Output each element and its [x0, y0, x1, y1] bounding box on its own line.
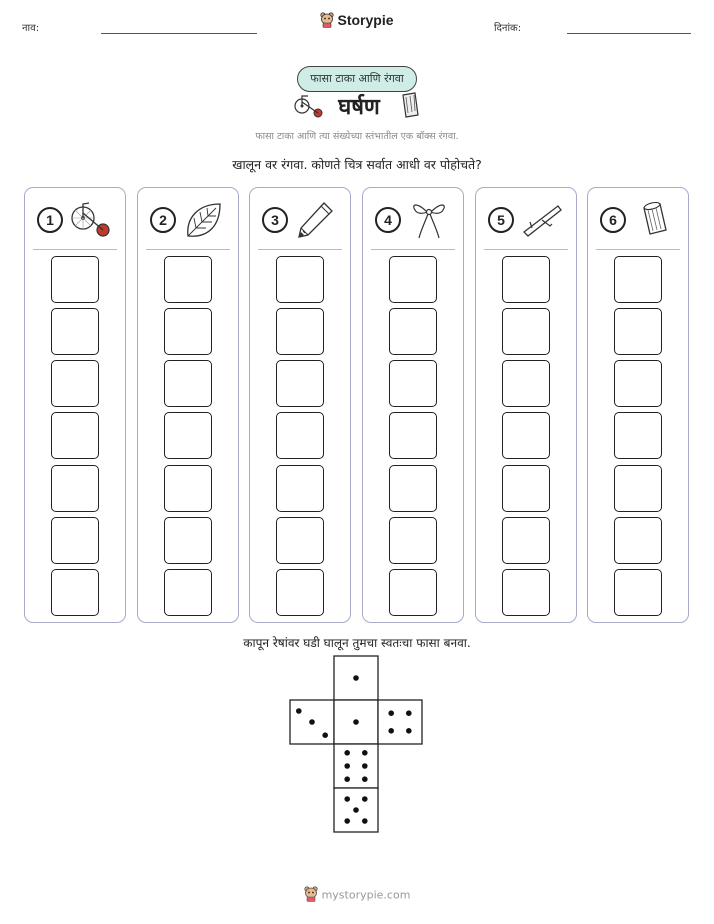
dice-pip	[344, 818, 350, 824]
color-box[interactable]	[389, 517, 437, 564]
dice-pip	[344, 750, 350, 756]
leaf-icon	[182, 200, 226, 240]
color-box[interactable]	[164, 569, 212, 616]
dice-pip	[362, 796, 368, 802]
color-box[interactable]	[164, 256, 212, 303]
activity-pill: फासा टाका आणि रंगवा	[297, 66, 417, 92]
color-box[interactable]	[276, 308, 324, 355]
color-box[interactable]	[51, 256, 99, 303]
footer	[0, 886, 714, 905]
dice-pip	[344, 763, 350, 769]
dice-face-6	[334, 744, 378, 788]
dice-face-1	[334, 656, 378, 700]
column-number: 2	[150, 207, 176, 233]
color-box[interactable]	[389, 569, 437, 616]
dice-face-3	[290, 700, 334, 744]
subtitle: फासा टाका आणि त्या संख्येच्या स्तंभातील एक बॉक्स रंगवा.	[255, 131, 459, 142]
column-1	[24, 187, 126, 623]
color-box[interactable]	[276, 569, 324, 616]
page-title	[0, 91, 714, 125]
dice-face-4	[378, 700, 422, 744]
pencil-icon	[294, 200, 338, 240]
color-box[interactable]	[614, 465, 662, 512]
column-number: 4	[375, 207, 401, 233]
dice-instruction: कापून रेषांवर घडी घालून तुमचा स्वतःचा फासा बनवा.	[243, 636, 471, 650]
dice-pip	[362, 818, 368, 824]
color-box[interactable]	[276, 517, 324, 564]
column-divider	[258, 249, 342, 250]
dice-pip	[344, 776, 350, 782]
color-box[interactable]	[502, 569, 550, 616]
bicycle-icon	[69, 200, 113, 240]
date-line	[567, 33, 691, 34]
date-label: दिनांक:	[494, 23, 522, 34]
dice-pip	[388, 728, 394, 734]
storypie-logo-icon	[320, 12, 334, 31]
dice-pip	[309, 719, 315, 725]
color-box[interactable]	[164, 412, 212, 459]
stick-icon	[520, 200, 564, 240]
column-2	[137, 187, 239, 623]
color-box[interactable]	[51, 569, 99, 616]
color-box[interactable]	[502, 308, 550, 355]
color-box[interactable]	[51, 517, 99, 564]
color-box[interactable]	[389, 360, 437, 407]
color-box[interactable]	[502, 412, 550, 459]
color-box[interactable]	[164, 308, 212, 355]
log-icon	[632, 200, 676, 240]
dice-pip	[362, 776, 368, 782]
dice-pip	[362, 763, 368, 769]
color-box[interactable]	[51, 412, 99, 459]
name-line	[101, 33, 257, 34]
brand-name: Storypie	[337, 12, 394, 29]
color-box[interactable]	[276, 256, 324, 303]
footer-logo-icon	[304, 886, 318, 905]
column-6	[587, 187, 689, 623]
title-bicycle-icon	[294, 92, 324, 124]
color-box[interactable]	[502, 360, 550, 407]
dice-pip	[388, 710, 394, 716]
dice-pip	[406, 710, 412, 716]
title-text: घर्षण	[338, 95, 380, 120]
column-3	[249, 187, 351, 623]
color-box[interactable]	[276, 465, 324, 512]
color-box[interactable]	[502, 256, 550, 303]
dice-pip	[296, 708, 302, 714]
color-box[interactable]	[502, 517, 550, 564]
question: खालून वर रंगवा. कोणते चित्र सर्वात आधी वर पोहोचते?	[232, 157, 482, 172]
color-box[interactable]	[164, 465, 212, 512]
column-number: 3	[262, 207, 288, 233]
dice-pip	[406, 728, 412, 734]
color-box[interactable]	[502, 465, 550, 512]
dice-pip	[322, 732, 328, 738]
dice-pip	[362, 750, 368, 756]
color-box[interactable]	[614, 256, 662, 303]
color-box[interactable]	[389, 465, 437, 512]
ribbon-icon	[407, 200, 451, 240]
title-log-icon	[398, 91, 420, 125]
color-box[interactable]	[164, 517, 212, 564]
color-box[interactable]	[51, 308, 99, 355]
color-box[interactable]	[276, 412, 324, 459]
color-box[interactable]	[51, 465, 99, 512]
color-box[interactable]	[614, 360, 662, 407]
dice-face-5	[334, 788, 378, 832]
column-divider	[371, 249, 455, 250]
column-5	[475, 187, 577, 623]
color-box[interactable]	[614, 569, 662, 616]
dice-pip	[353, 675, 359, 681]
color-box[interactable]	[164, 360, 212, 407]
color-box[interactable]	[389, 412, 437, 459]
color-box[interactable]	[51, 360, 99, 407]
column-number: 6	[600, 207, 626, 233]
color-box[interactable]	[276, 360, 324, 407]
column-divider	[596, 249, 680, 250]
column-number: 1	[37, 207, 63, 233]
dice-pip	[353, 807, 359, 813]
column-divider	[33, 249, 117, 250]
dice-pip	[344, 796, 350, 802]
brand	[0, 12, 714, 31]
color-box[interactable]	[614, 412, 662, 459]
dice-pip	[353, 719, 359, 725]
color-box[interactable]	[614, 517, 662, 564]
column-divider	[146, 249, 230, 250]
column-divider	[484, 249, 568, 250]
color-box[interactable]	[389, 308, 437, 355]
dice-face-1	[334, 700, 378, 744]
color-box[interactable]	[389, 256, 437, 303]
dice-net	[289, 655, 425, 837]
footer-site: mystorypie.com	[321, 888, 411, 902]
name-label: नाव:	[22, 23, 40, 34]
color-box[interactable]	[614, 308, 662, 355]
column-number: 5	[488, 207, 514, 233]
column-4	[362, 187, 464, 623]
